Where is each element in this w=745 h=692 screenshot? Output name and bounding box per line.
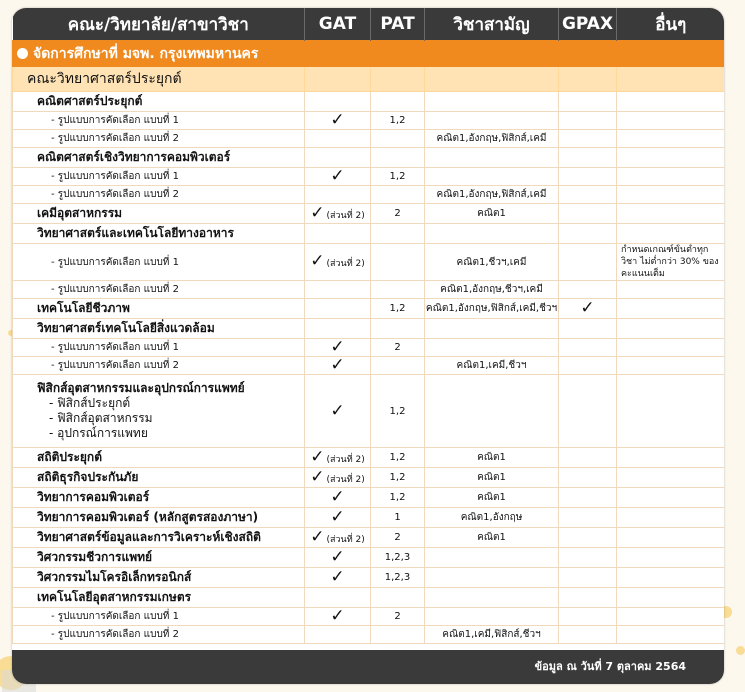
empty-cell	[425, 339, 559, 357]
empty-cell	[559, 186, 617, 204]
gat-cell	[305, 168, 371, 186]
program-sub: - ฟิสิกส์ประยุกต์	[49, 396, 131, 410]
table-row	[13, 608, 725, 626]
pat-cell: 1,2	[371, 488, 425, 508]
empty-cell	[617, 488, 725, 508]
check-icon: ✓	[330, 547, 345, 567]
empty-cell	[305, 41, 371, 67]
pat-cell: 1,2	[371, 168, 425, 186]
empty-cell	[617, 568, 725, 588]
pat-cell: 1,2,3	[371, 548, 425, 568]
table-row	[13, 488, 725, 508]
empty-cell	[425, 41, 559, 67]
table-row	[13, 448, 725, 468]
empty-cell	[559, 148, 617, 168]
table-row	[13, 508, 725, 528]
subjects-cell: คณิต1,ชีวฯ,เคมี	[425, 244, 559, 281]
empty-cell	[617, 548, 725, 568]
pat-cell: 2	[371, 204, 425, 224]
table-row	[13, 528, 725, 548]
table-row	[13, 357, 725, 375]
subjects-cell: คณิต1	[425, 488, 559, 508]
table-row	[13, 375, 725, 448]
empty-cell	[559, 468, 617, 488]
empty-cell	[617, 339, 725, 357]
check-icon: ✓	[330, 111, 345, 130]
table-row	[13, 281, 725, 299]
empty-cell	[559, 339, 617, 357]
gat-cell	[305, 568, 371, 588]
subjects-cell: คณิต1,อังกฤษ	[425, 508, 559, 528]
header-other: อื่นๆ	[617, 8, 725, 41]
empty-cell	[617, 204, 725, 224]
check-icon: ✓	[330, 356, 345, 375]
empty-cell	[371, 186, 425, 204]
empty-cell	[305, 319, 371, 339]
empty-cell	[559, 224, 617, 244]
empty-cell	[559, 41, 617, 67]
table-row	[13, 148, 725, 168]
empty-cell	[305, 281, 371, 299]
table-row	[13, 244, 725, 281]
gat-part-note: (ส่วนที่ 2)	[326, 454, 365, 465]
subjects-cell: คณิต1,เคมี,ฟิสิกส์,ชีวฯ	[425, 626, 559, 644]
empty-cell	[617, 626, 725, 644]
table-row	[13, 339, 725, 357]
empty-cell	[559, 448, 617, 468]
empty-cell	[617, 186, 725, 204]
pat-cell: 2	[371, 608, 425, 626]
program-name: คณิตศาสตร์เชิงวิทยาการคอมพิวเตอร์	[13, 148, 305, 168]
table-row	[13, 186, 725, 204]
program-name: เทคโนโลยีอุตสาหกรรมเกษตร	[13, 588, 305, 608]
empty-cell	[617, 41, 725, 67]
empty-cell	[305, 626, 371, 644]
table-row	[13, 568, 725, 588]
empty-cell	[425, 148, 559, 168]
empty-cell	[617, 468, 725, 488]
gat-cell	[305, 528, 371, 548]
bullet-icon	[17, 48, 28, 59]
gat-cell	[305, 112, 371, 130]
subjects-cell: คณิต1,อังกฤษ,ชีวฯ,เคมี	[425, 281, 559, 299]
empty-cell	[425, 319, 559, 339]
program-option: - รูปแบบการคัดเลือก แบบที่ 2	[13, 626, 305, 644]
program-option: - รูปแบบการคัดเลือก แบบที่ 1	[13, 112, 305, 130]
empty-cell	[305, 299, 371, 319]
empty-cell	[371, 92, 425, 112]
admission-table	[12, 8, 724, 644]
empty-cell	[425, 375, 559, 448]
program-option: - รูปแบบการคัดเลือก แบบที่ 2	[13, 357, 305, 375]
empty-cell	[617, 168, 725, 186]
empty-cell	[371, 67, 425, 92]
header-subjects: วิชาสามัญ	[425, 8, 559, 41]
empty-cell	[305, 148, 371, 168]
check-icon: ✓	[310, 527, 325, 547]
empty-cell	[371, 281, 425, 299]
pat-cell: 1,2	[371, 468, 425, 488]
check-icon: ✓	[330, 607, 345, 626]
check-icon: ✓	[580, 298, 595, 318]
table-row	[13, 588, 725, 608]
program-name: ฟิสิกส์อุตสาหกรรมและอุปกรณ์การแพทย์	[37, 381, 245, 395]
table-row	[13, 548, 725, 568]
program-sub: - ฟิสิกส์อุตสาหกรรม	[49, 411, 153, 425]
gat-cell	[305, 448, 371, 468]
empty-cell	[559, 626, 617, 644]
table-row	[13, 626, 725, 644]
footer-bar	[12, 650, 724, 684]
empty-cell	[617, 130, 725, 148]
program-name: วิศวกรรมชีวการแพทย์	[13, 548, 305, 568]
header-gat: GAT	[305, 8, 371, 41]
empty-cell	[559, 281, 617, 299]
empty-cell	[617, 299, 725, 319]
table-row	[13, 224, 725, 244]
program-name: คณิตศาสตร์ประยุกต์	[13, 92, 305, 112]
empty-cell	[617, 508, 725, 528]
empty-cell	[305, 67, 371, 92]
gat-cell	[305, 548, 371, 568]
empty-cell	[559, 375, 617, 448]
check-icon: ✓	[310, 447, 325, 467]
empty-cell	[559, 204, 617, 224]
empty-cell	[617, 281, 725, 299]
section-row	[13, 41, 725, 67]
check-icon: ✓	[330, 567, 345, 587]
empty-cell	[617, 112, 725, 130]
gat-cell	[305, 339, 371, 357]
gat-cell	[305, 357, 371, 375]
program-option: - รูปแบบการคัดเลือก แบบที่ 1	[13, 168, 305, 186]
empty-cell	[559, 488, 617, 508]
subjects-cell: คณิต1	[425, 468, 559, 488]
empty-cell	[305, 224, 371, 244]
empty-cell	[559, 608, 617, 626]
empty-cell	[425, 568, 559, 588]
empty-cell	[617, 608, 725, 626]
empty-cell	[425, 548, 559, 568]
faculty-title: คณะวิทยาศาสตร์ประยุกต์	[13, 67, 305, 92]
check-icon: ✓	[330, 487, 345, 507]
program-name: วิศวกรรมไมโครอิเล็กทรอนิกส์	[13, 568, 305, 588]
empty-cell	[617, 375, 725, 448]
empty-cell	[559, 357, 617, 375]
empty-cell	[371, 244, 425, 281]
empty-cell	[559, 548, 617, 568]
admission-table-card	[12, 8, 724, 684]
gat-part-note: (ส่วนที่ 2)	[326, 210, 365, 221]
empty-cell	[559, 528, 617, 548]
empty-cell	[559, 67, 617, 92]
empty-cell	[425, 588, 559, 608]
table-row	[13, 92, 725, 112]
table-row	[13, 130, 725, 148]
subjects-cell: คณิต1	[425, 204, 559, 224]
check-icon: ✓	[330, 400, 345, 421]
check-icon: ✓	[330, 507, 345, 527]
faculty-row	[13, 67, 725, 92]
empty-cell	[617, 224, 725, 244]
gat-cell	[305, 468, 371, 488]
empty-cell	[425, 92, 559, 112]
empty-cell	[617, 588, 725, 608]
empty-cell	[425, 112, 559, 130]
empty-cell	[559, 168, 617, 186]
check-icon: ✓	[330, 167, 345, 186]
table-header	[13, 8, 725, 41]
table-row	[13, 204, 725, 224]
other-note: กำหนดเกณฑ์ขั้นต่ำทุกวิชา ไม่ต่ำกว่า 30% ของคะแนนเต็ม	[617, 244, 725, 281]
empty-cell	[559, 319, 617, 339]
decor-circle	[736, 646, 745, 655]
subjects-cell: คณิต1,อังกฤษ,ฟิสิกส์,เคมี,ชีวฯ	[425, 299, 559, 319]
empty-cell	[617, 528, 725, 548]
program-option: - รูปแบบการคัดเลือก แบบที่ 2	[13, 281, 305, 299]
empty-cell	[617, 148, 725, 168]
header-gpax: GPAX	[559, 8, 617, 41]
program-sub: - อุปกรณ์การแพทย	[49, 426, 148, 440]
gat-cell	[305, 375, 371, 448]
pat-cell: 1,2	[371, 299, 425, 319]
empty-cell	[305, 186, 371, 204]
check-icon: ✓	[310, 251, 325, 271]
check-icon: ✓	[310, 203, 325, 223]
pat-cell: 1	[371, 508, 425, 528]
pat-cell: 1,2	[371, 448, 425, 468]
empty-cell	[305, 130, 371, 148]
empty-cell	[559, 244, 617, 281]
check-icon: ✓	[310, 467, 325, 487]
program-option: - รูปแบบการคัดเลือก แบบที่ 1	[13, 339, 305, 357]
empty-cell	[617, 448, 725, 468]
empty-cell	[425, 67, 559, 92]
gat-cell	[305, 244, 371, 281]
header-pat: PAT	[371, 8, 425, 41]
table-row	[13, 112, 725, 130]
empty-cell	[371, 357, 425, 375]
pat-cell: 1,2	[371, 112, 425, 130]
pat-cell: 2	[371, 339, 425, 357]
program-name: เคมีอุตสาหกรรม	[13, 204, 305, 224]
pat-cell: 1,2,3	[371, 568, 425, 588]
data-date: ข้อมูล ณ วันที่ 7 ตุลาคม 2564	[534, 660, 686, 673]
program-name-block	[13, 375, 305, 448]
empty-cell	[371, 319, 425, 339]
program-name: วิทยาศาสตร์เทคโนโลยีสิ่งแวดล้อม	[13, 319, 305, 339]
program-name: สถิติประยุกต์	[13, 448, 305, 468]
table-row	[13, 468, 725, 488]
empty-cell	[371, 41, 425, 67]
empty-cell	[425, 224, 559, 244]
table-row	[13, 299, 725, 319]
check-icon: ✓	[330, 338, 345, 357]
empty-cell	[371, 224, 425, 244]
program-option: - รูปแบบการคัดเลือก แบบที่ 1	[13, 244, 305, 281]
header-faculty: คณะ/วิทยาลัย/สาขาวิชา	[13, 8, 305, 41]
section-title: จัดการศึกษาที่ มจพ. กรุงเทพมหานคร	[13, 41, 305, 67]
program-option: - รูปแบบการคัดเลือก แบบที่ 2	[13, 130, 305, 148]
empty-cell	[559, 112, 617, 130]
program-option: - รูปแบบการคัดเลือก แบบที่ 1	[13, 608, 305, 626]
gat-cell	[305, 508, 371, 528]
program-name: วิทยาศาสตร์ข้อมูลและการวิเคราะห์เชิงสถิติ	[13, 528, 305, 548]
empty-cell	[425, 168, 559, 186]
subjects-cell: คณิต1,เคมี,ชีวฯ	[425, 357, 559, 375]
gat-cell	[305, 204, 371, 224]
pat-cell: 2	[371, 528, 425, 548]
empty-cell	[371, 148, 425, 168]
subjects-cell: คณิต1,อังกฤษ,ฟิสิกส์,เคมี	[425, 130, 559, 148]
gat-part-note: (ส่วนที่ 2)	[326, 474, 365, 485]
empty-cell	[425, 608, 559, 626]
program-name: เทคโนโลยีชีวภาพ	[13, 299, 305, 319]
gat-part-note: (ส่วนที่ 2)	[326, 534, 365, 545]
empty-cell	[617, 319, 725, 339]
program-name: วิทยาศาสตร์และเทคโนโลยีทางอาหาร	[13, 224, 305, 244]
program-name: วิทยาการคอมพิวเตอร์	[13, 488, 305, 508]
program-option: - รูปแบบการคัดเลือก แบบที่ 2	[13, 186, 305, 204]
empty-cell	[371, 588, 425, 608]
program-name: สถิติธุรกิจประกันภัย	[13, 468, 305, 488]
empty-cell	[305, 588, 371, 608]
table-row	[13, 319, 725, 339]
empty-cell	[559, 568, 617, 588]
empty-cell	[559, 92, 617, 112]
empty-cell	[559, 130, 617, 148]
gat-cell	[305, 488, 371, 508]
empty-cell	[371, 626, 425, 644]
empty-cell	[371, 130, 425, 148]
pat-cell: 1,2	[371, 375, 425, 448]
empty-cell	[617, 67, 725, 92]
empty-cell	[617, 357, 725, 375]
empty-cell	[559, 508, 617, 528]
empty-cell	[617, 92, 725, 112]
gpax-cell	[559, 299, 617, 319]
subjects-cell: คณิต1	[425, 528, 559, 548]
subjects-cell: คณิต1,อังกฤษ,ฟิสิกส์,เคมี	[425, 186, 559, 204]
gat-part-note: (ส่วนที่ 2)	[326, 259, 365, 269]
program-name: วิทยาการคอมพิวเตอร์ (หลักสูตรสองภาษา)	[13, 508, 305, 528]
table-row	[13, 168, 725, 186]
empty-cell	[559, 588, 617, 608]
empty-cell	[305, 92, 371, 112]
subjects-cell: คณิต1	[425, 448, 559, 468]
gat-cell	[305, 608, 371, 626]
